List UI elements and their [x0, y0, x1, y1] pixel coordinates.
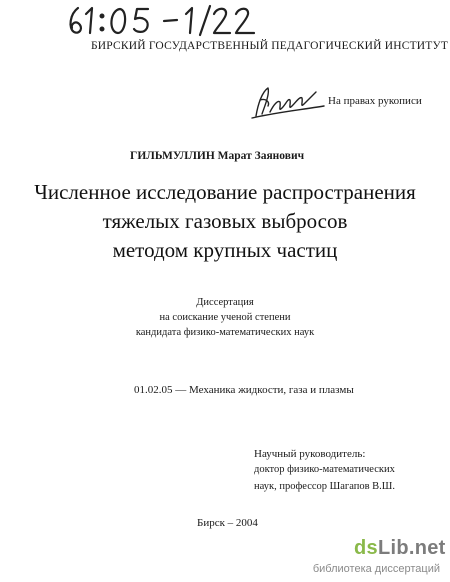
archive-number — [64, 2, 260, 38]
author-signature — [248, 82, 328, 122]
specialty-code: 01.02.05 — Механика жидкости, газа и плазмы — [134, 384, 354, 396]
title-line-1: Численное исследование распространения — [34, 180, 416, 204]
degree-line: на соискание ученой степени — [159, 312, 291, 323]
logo-net: .net — [408, 537, 446, 559]
dissertation-label: Диссертация — [196, 297, 254, 308]
dslib-watermark — [304, 537, 444, 579]
supervisor-heading: Научный руководитель: — [254, 448, 366, 460]
institute-name: БИРСКИЙ ГОСУДАРСТВЕННЫЙ ПЕДАГОГИЧЕСКИЙ ИНСТИТУТ — [91, 40, 449, 52]
signature-drawing — [248, 82, 328, 122]
degree-name: кандидата физико-математических наук — [135, 327, 315, 338]
logo-lib: Lib — [377, 537, 409, 559]
title-line-3: методом крупных частиц — [112, 238, 338, 262]
logo-ds: ds — [354, 537, 378, 559]
supervisor-degree: доктор физико-математических — [254, 464, 395, 475]
rights-note: На правах рукописи — [328, 95, 422, 107]
title-line-2: тяжелых газовых выбросов — [102, 209, 348, 233]
dissertation-title — [0, 178, 450, 265]
author-name: ГИЛЬМУЛЛИН Марат Заянович — [130, 150, 305, 162]
supervisor-name: наук, профессор Шагапов В.Ш. — [254, 481, 396, 492]
city-year: Бирск – 2004 — [197, 517, 258, 529]
dslib-logo — [354, 537, 446, 560]
archive-number-text — [64, 2, 260, 38]
watermark-subtitle: библиотека диссертаций — [312, 563, 440, 575]
